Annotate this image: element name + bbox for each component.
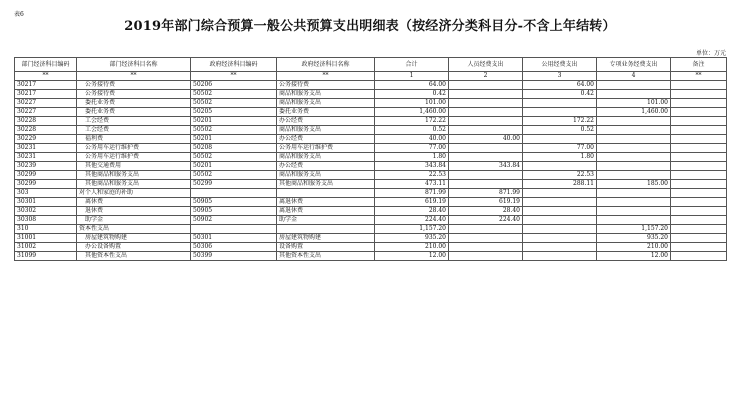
special-cell <box>597 216 671 225</box>
gov-name-cell: 公务接待费 <box>277 81 375 90</box>
note-cell <box>671 243 727 252</box>
note-cell <box>671 81 727 90</box>
gov-name-cell: 房屋建筑物购建 <box>277 234 375 243</box>
dept-name-cell: 公务用车运行维护费 <box>77 153 191 162</box>
public-cell: 22.53 <box>523 171 597 180</box>
gov-code-cell: 50201 <box>191 117 277 126</box>
personnel-cell: 619.19 <box>449 198 523 207</box>
dept-name-cell: 工会经费 <box>77 117 191 126</box>
dept-code-cell: 30239 <box>15 162 77 171</box>
dept-code-cell: 30231 <box>15 144 77 153</box>
gov-code-cell: 50905 <box>191 198 277 207</box>
note-cell <box>671 144 727 153</box>
dept-name-cell: 退休费 <box>77 207 191 216</box>
dept-name-cell: 其他商品和服务支出 <box>77 180 191 189</box>
dept-name-cell: 资本性支出 <box>77 225 191 234</box>
public-cell <box>523 198 597 207</box>
dept-code-cell: 30301 <box>15 198 77 207</box>
gov-name-cell: 办公经费 <box>277 117 375 126</box>
table-row <box>15 90 727 99</box>
personnel-cell: 224.40 <box>449 216 523 225</box>
gov-code-cell: 50299 <box>191 180 277 189</box>
special-cell: 185.00 <box>597 180 671 189</box>
col-header-special: 专项业务经费支出 <box>597 58 671 72</box>
dept-code-cell: 30231 <box>15 153 77 162</box>
note-cell <box>671 252 727 261</box>
dept-code-cell: 30217 <box>15 90 77 99</box>
gov-code-cell: 50905 <box>191 207 277 216</box>
gov-name-cell: 商品和服务支出 <box>277 90 375 99</box>
personnel-cell <box>449 171 523 180</box>
gov-name-cell <box>277 189 375 198</box>
personnel-cell <box>449 153 523 162</box>
special-cell: 101.00 <box>597 99 671 108</box>
gov-code-cell <box>191 225 277 234</box>
dept-code-cell: 30227 <box>15 99 77 108</box>
public-cell: 0.42 <box>523 90 597 99</box>
dept-name-cell: 对个人和家庭的补助 <box>77 189 191 198</box>
table-row <box>15 189 727 198</box>
note-cell <box>671 180 727 189</box>
public-cell <box>523 99 597 108</box>
note-cell <box>671 225 727 234</box>
dept-code-cell: 30228 <box>15 117 77 126</box>
public-cell <box>523 189 597 198</box>
table-row <box>15 108 727 117</box>
header-row <box>15 58 727 72</box>
gov-code-cell: 50205 <box>191 108 277 117</box>
special-cell <box>597 90 671 99</box>
special-cell: 210.00 <box>597 243 671 252</box>
table-row <box>15 234 727 243</box>
note-cell <box>671 108 727 117</box>
col-header-public: 公用经费支出 <box>523 58 597 72</box>
dept-name-cell: 工会经费 <box>77 126 191 135</box>
dept-name-cell: 房屋建筑物购建 <box>77 234 191 243</box>
note-cell <box>671 216 727 225</box>
dept-code-cell: 30308 <box>15 216 77 225</box>
dept-code-cell: 30229 <box>15 135 77 144</box>
public-cell <box>523 162 597 171</box>
total-cell: 1,460.00 <box>375 108 449 117</box>
marker-cell: ** <box>191 72 277 81</box>
personnel-cell <box>449 243 523 252</box>
personnel-cell: 343.84 <box>449 162 523 171</box>
gov-code-cell: 50502 <box>191 153 277 162</box>
public-cell <box>523 234 597 243</box>
dept-code-cell: 30299 <box>15 171 77 180</box>
dept-name-cell: 公务用车运行维护费 <box>77 144 191 153</box>
total-cell: 871.99 <box>375 189 449 198</box>
table-row <box>15 81 727 90</box>
personnel-cell <box>449 144 523 153</box>
table-row <box>15 153 727 162</box>
gov-name-cell: 离退休费 <box>277 198 375 207</box>
personnel-cell <box>449 81 523 90</box>
gov-code-cell: 50301 <box>191 234 277 243</box>
note-cell <box>671 189 727 198</box>
special-cell <box>597 81 671 90</box>
dept-name-cell: 助学金 <box>77 216 191 225</box>
public-cell <box>523 207 597 216</box>
gov-name-cell: 商品和服务支出 <box>277 126 375 135</box>
gov-code-cell: 50208 <box>191 144 277 153</box>
table-row <box>15 99 727 108</box>
note-cell <box>671 234 727 243</box>
total-cell: 210.00 <box>375 243 449 252</box>
table-row <box>15 216 727 225</box>
public-cell: 64.00 <box>523 81 597 90</box>
total-cell: 12.00 <box>375 252 449 261</box>
public-cell <box>523 252 597 261</box>
dept-code-cell: 303 <box>15 189 77 198</box>
marker-cell: ** <box>77 72 191 81</box>
gov-name-cell: 离退休费 <box>277 207 375 216</box>
col-header-gov-name: 政府经济科目名称 <box>277 58 375 72</box>
dept-name-cell: 其他资本性支出 <box>77 252 191 261</box>
special-cell: 12.00 <box>597 252 671 261</box>
dept-name-cell: 公务接待费 <box>77 81 191 90</box>
public-cell <box>523 225 597 234</box>
gov-name-cell: 设备购置 <box>277 243 375 252</box>
marker-cell: ** <box>671 72 727 81</box>
public-cell: 0.52 <box>523 126 597 135</box>
table-row <box>15 144 727 153</box>
gov-name-cell: 办公经费 <box>277 162 375 171</box>
total-cell: 619.19 <box>375 198 449 207</box>
dept-name-cell: 办公设备购置 <box>77 243 191 252</box>
dept-code-cell: 30217 <box>15 81 77 90</box>
gov-code-cell: 50206 <box>191 81 277 90</box>
table-row <box>15 225 727 234</box>
special-cell <box>597 207 671 216</box>
gov-code-cell: 50201 <box>191 135 277 144</box>
total-cell: 343.84 <box>375 162 449 171</box>
personnel-cell <box>449 225 523 234</box>
special-cell <box>597 198 671 207</box>
personnel-cell: 40.00 <box>449 135 523 144</box>
total-cell: 935.20 <box>375 234 449 243</box>
note-cell <box>671 117 727 126</box>
special-cell <box>597 117 671 126</box>
note-cell <box>671 135 727 144</box>
public-cell <box>523 135 597 144</box>
table-row <box>15 126 727 135</box>
gov-code-cell: 50502 <box>191 99 277 108</box>
gov-name-cell: 办公经费 <box>277 135 375 144</box>
special-cell <box>597 189 671 198</box>
gov-name-cell: 商品和服务支出 <box>277 153 375 162</box>
table-row <box>15 243 727 252</box>
personnel-cell: 871.99 <box>449 189 523 198</box>
note-cell <box>671 162 727 171</box>
marker-cell: 1 <box>375 72 449 81</box>
dept-name-cell: 委托业务费 <box>77 99 191 108</box>
gov-code-cell: 50306 <box>191 243 277 252</box>
note-cell <box>671 198 727 207</box>
gov-name-cell: 其他资本性支出 <box>277 252 375 261</box>
note-cell <box>671 126 727 135</box>
personnel-cell <box>449 108 523 117</box>
gov-code-cell: 50502 <box>191 90 277 99</box>
dept-code-cell: 310 <box>15 225 77 234</box>
dept-name-cell: 其他商品和服务支出 <box>77 171 191 180</box>
col-header-dept-code: 部门经济科目编码 <box>15 58 77 72</box>
gov-code-cell: 50502 <box>191 171 277 180</box>
personnel-cell <box>449 180 523 189</box>
page-title: 2019年部门综合预算一般公共预算支出明细表（按经济分类科目分-不含上年结转） <box>124 19 616 34</box>
table-row <box>15 207 727 216</box>
public-cell <box>523 216 597 225</box>
gov-name-cell: 助学金 <box>277 216 375 225</box>
note-cell <box>671 171 727 180</box>
gov-name-cell: 商品和服务支出 <box>277 171 375 180</box>
note-cell <box>671 99 727 108</box>
marker-cell: ** <box>277 72 375 81</box>
marker-row <box>15 72 727 81</box>
dept-code-cell: 30227 <box>15 108 77 117</box>
table-row <box>15 198 727 207</box>
total-cell: 473.11 <box>375 180 449 189</box>
gov-code-cell <box>191 189 277 198</box>
total-cell: 101.00 <box>375 99 449 108</box>
dept-code-cell: 30228 <box>15 126 77 135</box>
dept-code-cell: 31099 <box>15 252 77 261</box>
note-cell <box>671 207 727 216</box>
total-cell: 28.40 <box>375 207 449 216</box>
unit-label: 单位：万元 <box>695 50 726 57</box>
col-header-gov-code: 政府经济科目编码 <box>191 58 277 72</box>
public-cell: 77.00 <box>523 144 597 153</box>
col-header-personnel: 人员经费支出 <box>449 58 523 72</box>
dept-code-cell: 30299 <box>15 180 77 189</box>
dept-code-cell: 31002 <box>15 243 77 252</box>
gov-code-cell: 50502 <box>191 126 277 135</box>
marker-cell: 3 <box>523 72 597 81</box>
gov-name-cell: 委托业务费 <box>277 108 375 117</box>
gov-code-cell: 50201 <box>191 162 277 171</box>
total-cell: 40.00 <box>375 135 449 144</box>
total-cell: 1.80 <box>375 153 449 162</box>
dept-name-cell: 公务接待费 <box>77 90 191 99</box>
col-header-total: 合计 <box>375 58 449 72</box>
gov-code-cell: 50902 <box>191 216 277 225</box>
gov-name-cell: 商品和服务支出 <box>277 99 375 108</box>
special-cell <box>597 153 671 162</box>
personnel-cell <box>449 117 523 126</box>
total-cell: 0.52 <box>375 126 449 135</box>
special-cell <box>597 162 671 171</box>
dept-name-cell: 委托业务费 <box>77 108 191 117</box>
note-cell <box>671 90 727 99</box>
special-cell: 1,460.00 <box>597 108 671 117</box>
table-row <box>15 171 727 180</box>
total-cell: 64.00 <box>375 81 449 90</box>
personnel-cell <box>449 234 523 243</box>
table-row <box>15 180 727 189</box>
table-row <box>15 252 727 261</box>
special-cell <box>597 135 671 144</box>
public-cell: 172.22 <box>523 117 597 126</box>
table-row <box>15 162 727 171</box>
total-cell: 224.40 <box>375 216 449 225</box>
public-cell: 1.80 <box>523 153 597 162</box>
col-header-note: 备注 <box>671 58 727 72</box>
total-cell: 77.00 <box>375 144 449 153</box>
total-cell: 22.53 <box>375 171 449 180</box>
total-cell: 1,157.20 <box>375 225 449 234</box>
personnel-cell: 28.40 <box>449 207 523 216</box>
personnel-cell <box>449 252 523 261</box>
dept-name-cell: 福利费 <box>77 135 191 144</box>
note-cell <box>671 153 727 162</box>
gov-name-cell: 其他商品和服务支出 <box>277 180 375 189</box>
marker-cell: 4 <box>597 72 671 81</box>
total-cell: 172.22 <box>375 117 449 126</box>
personnel-cell <box>449 90 523 99</box>
col-header-dept-name: 部门经济科目名称 <box>77 58 191 72</box>
personnel-cell <box>449 99 523 108</box>
dept-name-cell: 离休费 <box>77 198 191 207</box>
marker-cell: 2 <box>449 72 523 81</box>
gov-code-cell: 50399 <box>191 252 277 261</box>
expenditure-table <box>14 57 727 261</box>
dept-code-cell: 31001 <box>15 234 77 243</box>
dept-code-cell: 30302 <box>15 207 77 216</box>
dept-name-cell: 其他交通费用 <box>77 162 191 171</box>
table-row <box>15 117 727 126</box>
public-cell <box>523 243 597 252</box>
table-tag: 表6 <box>14 11 24 18</box>
special-cell: 935.20 <box>597 234 671 243</box>
gov-name-cell <box>277 225 375 234</box>
table-row <box>15 135 727 144</box>
marker-cell: ** <box>15 72 77 81</box>
gov-name-cell: 公务用车运行维护费 <box>277 144 375 153</box>
special-cell: 1,157.20 <box>597 225 671 234</box>
special-cell <box>597 126 671 135</box>
public-cell: 288.11 <box>523 180 597 189</box>
total-cell: 0.42 <box>375 90 449 99</box>
special-cell <box>597 171 671 180</box>
special-cell <box>597 144 671 153</box>
public-cell <box>523 108 597 117</box>
personnel-cell <box>449 126 523 135</box>
